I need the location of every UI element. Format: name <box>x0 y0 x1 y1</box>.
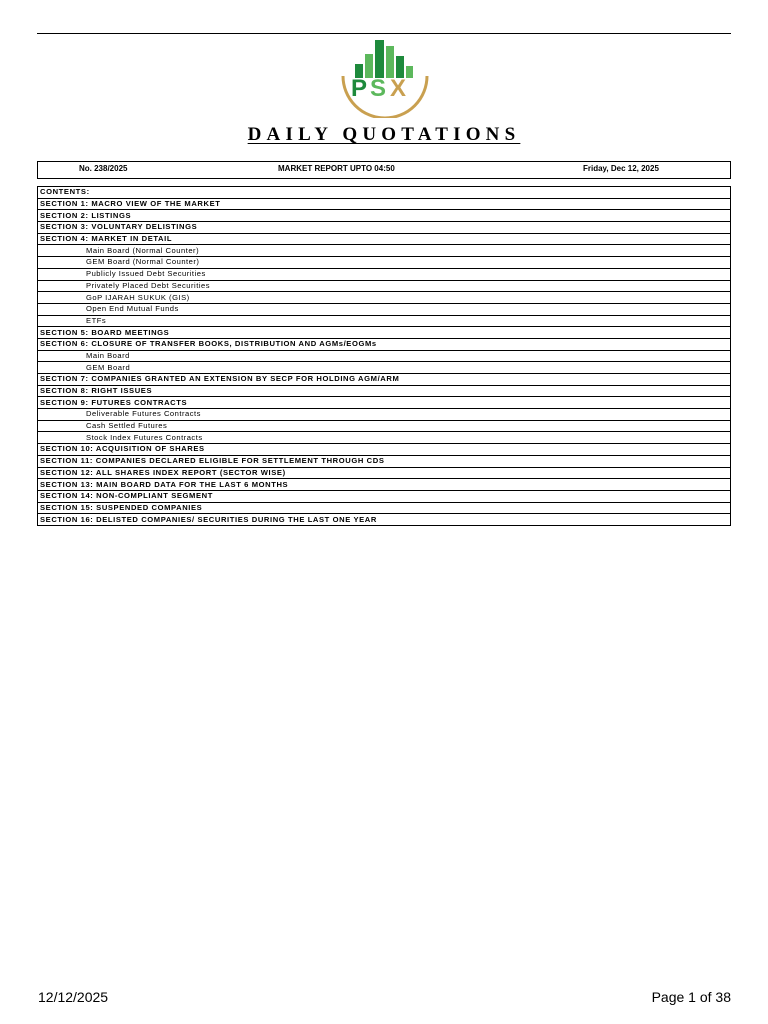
toc-section-row <box>38 374 731 386</box>
page-title: DAILY QUOTATIONS <box>247 124 521 145</box>
footer-page-number: Page 1 of 38 <box>651 989 731 1005</box>
toc-row-label: SECTION 2: LISTINGS <box>38 210 731 222</box>
toc-subsection-row <box>38 420 731 432</box>
logo-bar <box>406 66 413 78</box>
toc-row-label: Privately Placed Debt Securities <box>38 280 731 292</box>
toc-row-label: SECTION 5: BOARD MEETINGS <box>38 327 731 339</box>
toc-subsection-row <box>38 268 731 280</box>
toc-section-row <box>38 198 731 210</box>
toc-subsection-row <box>38 280 731 292</box>
toc-row-label: SECTION 3: VOLUNTARY DELISTINGS <box>38 222 731 234</box>
toc-row-label: Cash Settled Futures <box>38 420 731 432</box>
toc-subsection-row <box>38 350 731 362</box>
toc-subsection-row <box>38 245 731 257</box>
toc-row-label: SECTION 16: DELISTED COMPANIES/ SECURITIES DURING THE LAST ONE YEAR <box>38 514 731 526</box>
toc-section-row <box>38 467 731 479</box>
toc-subsection-row <box>38 292 731 304</box>
toc-subsection-row <box>38 362 731 374</box>
toc-row-label: Main Board (Normal Counter) <box>38 245 731 257</box>
toc-row-label: GoP IJARAH SUKUK (GIS) <box>38 292 731 304</box>
contents-table <box>37 186 731 526</box>
toc-section-row <box>38 187 731 199</box>
toc-subsection-row <box>38 432 731 444</box>
toc-row-label: SECTION 12: ALL SHARES INDEX REPORT (SECTOR WISE) <box>38 467 731 479</box>
report-label: MARKET REPORT UPTO 04:50 <box>278 164 395 173</box>
psx-logo <box>337 36 433 118</box>
toc-row-label: SECTION 11: COMPANIES DECLARED ELIGIBLE FOR SETTLEMENT THROUGH CDS <box>38 455 731 467</box>
toc-row-label: SECTION 10: ACQUISITION OF SHARES <box>38 444 731 456</box>
toc-subsection-row <box>38 303 731 315</box>
toc-subsection-row <box>38 315 731 327</box>
top-rule <box>37 33 731 34</box>
toc-section-row <box>38 397 731 409</box>
toc-row-label: ETFs <box>38 315 731 327</box>
toc-section-row <box>38 514 731 526</box>
toc-section-row <box>38 385 731 397</box>
toc-row-label: SECTION 13: MAIN BOARD DATA FOR THE LAST 6 MONTHS <box>38 479 731 491</box>
toc-section-row <box>38 338 731 350</box>
report-number: No. 238/2025 <box>79 164 128 173</box>
toc-row-label: CONTENTS: <box>38 187 731 199</box>
toc-row-label: Main Board <box>38 350 731 362</box>
toc-section-row <box>38 502 731 514</box>
report-date: Friday, Dec 12, 2025 <box>583 164 659 173</box>
toc-section-row <box>38 233 731 245</box>
toc-row-label: GEM Board (Normal Counter) <box>38 257 731 269</box>
svg-text:P: P <box>351 75 368 102</box>
toc-row-label: SECTION 8: RIGHT ISSUES <box>38 385 731 397</box>
toc-section-row <box>38 210 731 222</box>
toc-subsection-row <box>38 257 731 269</box>
toc-row-label: SECTION 14: NON-COMPLIANT SEGMENT <box>38 490 731 502</box>
svg-text:S: S <box>370 75 387 102</box>
footer-date: 12/12/2025 <box>38 989 109 1005</box>
toc-section-row <box>38 327 731 339</box>
toc-section-row <box>38 455 731 467</box>
toc-row-label: SECTION 6: CLOSURE OF TRANSFER BOOKS, DISTRIBUTION AND AGMs/EOGMs <box>38 338 731 350</box>
toc-subsection-row <box>38 409 731 421</box>
toc-row-label: SECTION 15: SUSPENDED COMPANIES <box>38 502 731 514</box>
toc-section-row <box>38 222 731 234</box>
toc-section-row <box>38 490 731 502</box>
toc-row-label: SECTION 9: FUTURES CONTRACTS <box>38 397 731 409</box>
svg-text:X: X <box>390 75 407 102</box>
toc-section-row <box>38 479 731 491</box>
logo-bar <box>386 46 394 78</box>
logo-bar <box>375 40 384 78</box>
toc-row-label: Open End Mutual Funds <box>38 303 731 315</box>
toc-row-label: Publicly Issued Debt Securities <box>38 268 731 280</box>
toc-row-label: Deliverable Futures Contracts <box>38 409 731 421</box>
toc-row-label: SECTION 4: MARKET IN DETAIL <box>38 233 731 245</box>
toc-section-row <box>38 444 731 456</box>
toc-row-label: GEM Board <box>38 362 731 374</box>
toc-row-label: SECTION 1: MACRO VIEW OF THE MARKET <box>38 198 731 210</box>
report-header <box>37 161 731 179</box>
toc-row-label: Stock Index Futures Contracts <box>38 432 731 444</box>
toc-row-label: SECTION 7: COMPANIES GRANTED AN EXTENSION BY SECP FOR HOLDING AGM/ARM <box>38 374 731 386</box>
